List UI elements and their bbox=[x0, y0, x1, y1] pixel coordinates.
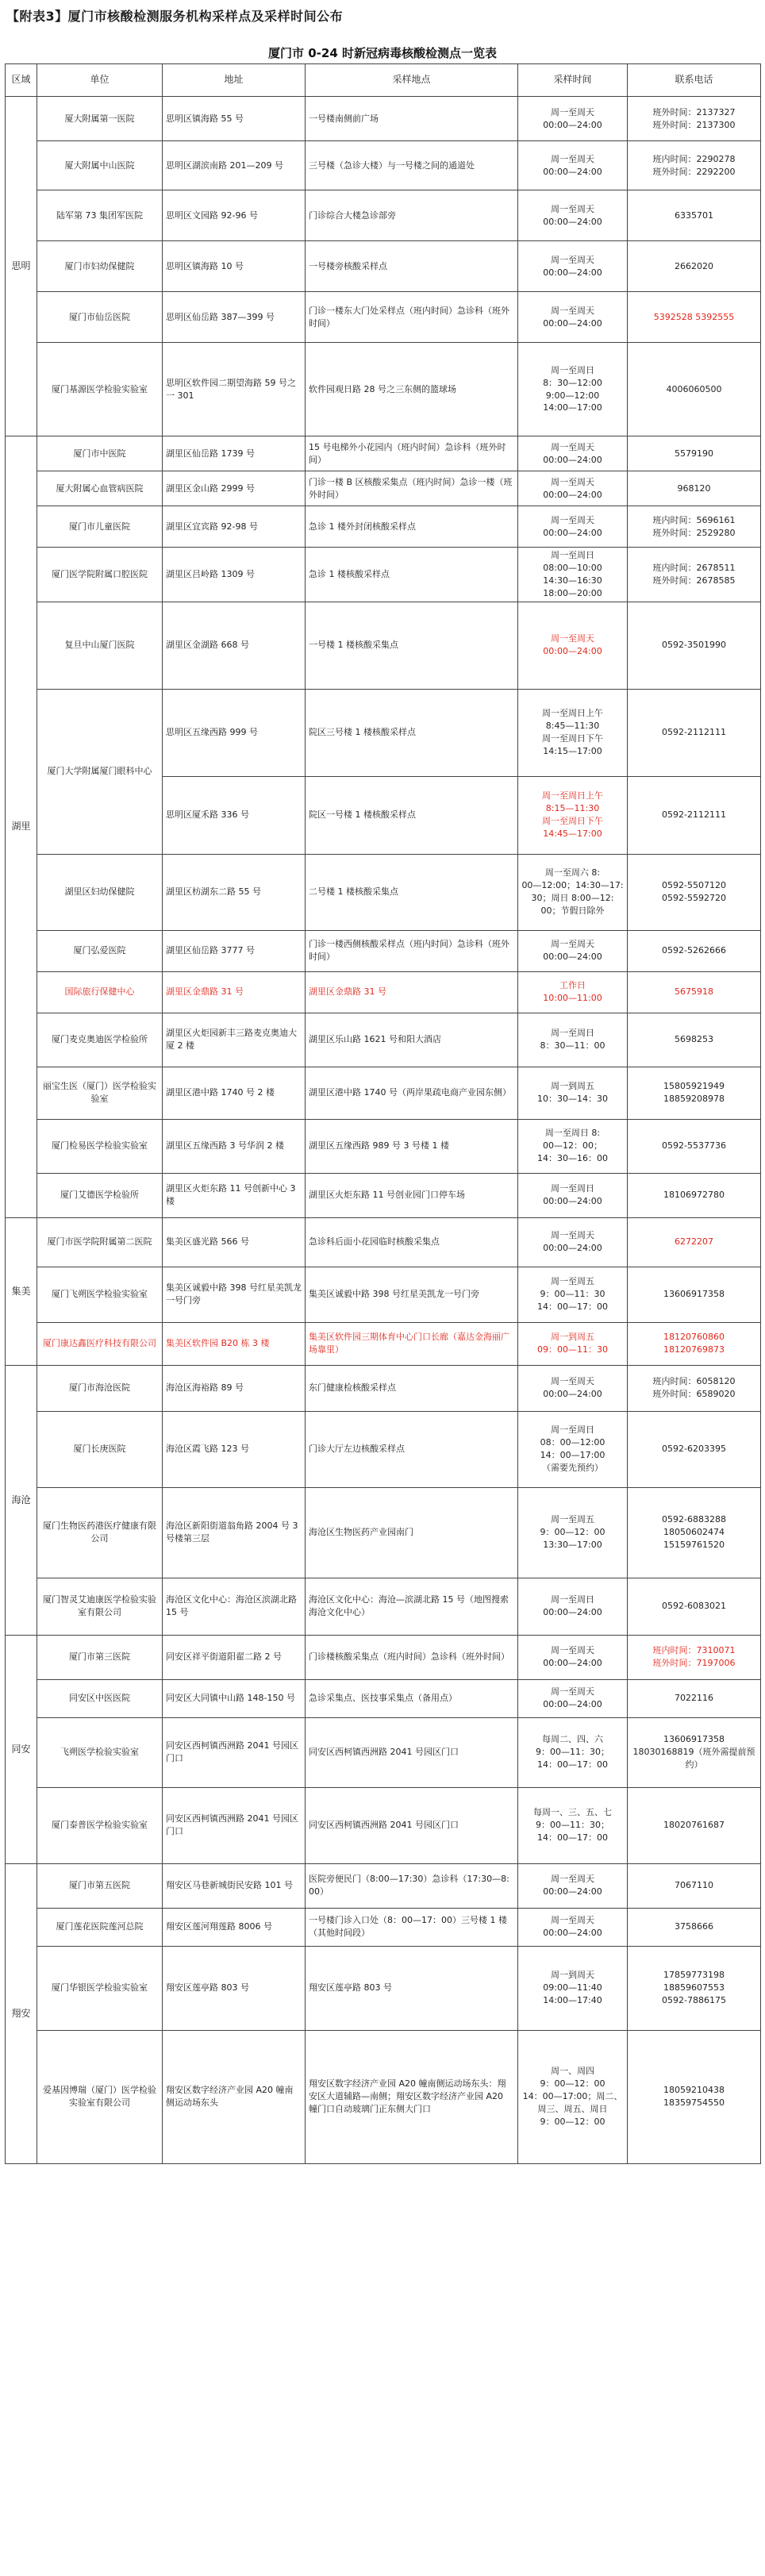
unit-cell: 厦门医学院附属口腔医院 bbox=[37, 548, 163, 602]
unit-cell: 厦门康达鑫医疗科技有限公司 bbox=[37, 1322, 163, 1365]
unit-cell: 厦门智灵艾迪康医学检验实验室有限公司 bbox=[37, 1578, 163, 1635]
unit-cell: 厦门市第三医院 bbox=[37, 1635, 163, 1679]
header-district: 区域 bbox=[6, 64, 37, 97]
table-row bbox=[6, 1365, 761, 1411]
table-row bbox=[6, 930, 761, 971]
unit-cell: 厦门飞朔医学检验实验室 bbox=[37, 1267, 163, 1322]
unit-cell: 厦门检易医学检验实验室 bbox=[37, 1119, 163, 1173]
time-cell: 周一至周日 00:00—24:00 bbox=[518, 1578, 628, 1635]
table-row bbox=[6, 1946, 761, 2030]
site-cell: 同安区西柯镇西洲路 2041 号园区门口 bbox=[306, 1717, 518, 1787]
phone-cell: 4006060500 bbox=[628, 343, 761, 436]
unit-cell: 湖里区妇幼保健院 bbox=[37, 854, 163, 930]
site-cell: 门诊一楼东大门处采样点（班内时间）急诊科（班外时间） bbox=[306, 292, 518, 343]
phone-cell: 5579190 bbox=[628, 436, 761, 471]
time-cell: 周一至周日 8：30—12:00 9:00—12:00 14:00—17:00 bbox=[518, 343, 628, 436]
time-cell: 周一、周四 9：00—12：00 14：00—17:00；周二、 周三、周五、周日 9：00—12：00 bbox=[518, 2030, 628, 2163]
unit-cell: 复旦中山厦门医院 bbox=[37, 602, 163, 689]
unit-cell: 厦门市妇幼保健院 bbox=[37, 241, 163, 292]
address-cell: 思明区湖滨南路 201—209 号 bbox=[163, 141, 306, 190]
site-cell: 海沧区生物医药产业园南门 bbox=[306, 1487, 518, 1578]
district-cell: 湖里 bbox=[6, 436, 37, 1218]
table-row bbox=[6, 1013, 761, 1067]
table-row bbox=[6, 1322, 761, 1365]
phone-cell: 班内时间：2290278 班外时间：2292200 bbox=[628, 141, 761, 190]
header-unit: 单位 bbox=[37, 64, 163, 97]
address-cell: 思明区文园路 92-96 号 bbox=[163, 190, 306, 241]
time-cell: 周一至周天 00:00—24:00 bbox=[518, 506, 628, 548]
time-cell: 周一至周天 00:00—24:00 bbox=[518, 97, 628, 141]
address-cell: 湖里区金鼎路 31 号 bbox=[163, 971, 306, 1013]
phone-cell: 0592-6203395 bbox=[628, 1411, 761, 1487]
site-cell: 集美区软件园三期体育中心门口长廊（嘉达金海丽广场靠里） bbox=[306, 1322, 518, 1365]
unit-cell: 厦门弘爱医院 bbox=[37, 930, 163, 971]
header-phone: 联系电话 bbox=[628, 64, 761, 97]
time-cell: 周一至周天 00:00—24:00 bbox=[518, 1679, 628, 1717]
time-cell: 周一至周天 00:00—24:00 bbox=[518, 292, 628, 343]
table-row bbox=[6, 1267, 761, 1322]
site-cell: 二号楼 1 楼核酸采集点 bbox=[306, 854, 518, 930]
table-body bbox=[6, 97, 761, 2164]
unit-cell: 厦门华银医学检验实验室 bbox=[37, 1946, 163, 2030]
address-cell: 翔安区马巷新城街民安路 101 号 bbox=[163, 1863, 306, 1908]
table-row bbox=[6, 548, 761, 602]
district-cell: 同安 bbox=[6, 1635, 37, 1863]
address-cell: 湖里区仙岳路 3777 号 bbox=[163, 930, 306, 971]
unit-cell: 厦门麦克奥迪医学检验所 bbox=[37, 1013, 163, 1067]
site-cell: 湖里区乐山路 1621 号和阳大酒店 bbox=[306, 1013, 518, 1067]
phone-cell: 5698253 bbox=[628, 1013, 761, 1067]
time-cell: 周一至周天 00:00—24:00 bbox=[518, 436, 628, 471]
site-cell: 门诊大厅左边核酸采样点 bbox=[306, 1411, 518, 1487]
time-cell: 每周一、三、五、七 9：00—11：30； 14：00—17：00 bbox=[518, 1787, 628, 1863]
phone-cell: 0592-3501990 bbox=[628, 602, 761, 689]
site-cell: 三号楼（急诊大楼）与一号楼之间的通道处 bbox=[306, 141, 518, 190]
site-cell: 海沧区文化中心：海沧—滨湖北路 15 号（地图搜索海沧文化中心） bbox=[306, 1578, 518, 1635]
site-cell: 集美区诚毅中路 398 号红星美凯龙一号门旁 bbox=[306, 1267, 518, 1322]
address-cell: 湖里区金湖路 668 号 bbox=[163, 602, 306, 689]
address-cell: 湖里区五缘西路 3 号华润 2 楼 bbox=[163, 1119, 306, 1173]
phone-cell: 0592-5537736 bbox=[628, 1119, 761, 1173]
unit-cell: 爱基因博瑞（厦门）医学检验实验室有限公司 bbox=[37, 2030, 163, 2163]
phone-cell: 7067110 bbox=[628, 1863, 761, 1908]
site-cell: 院区三号楼 1 楼核酸采样点 bbox=[306, 689, 518, 776]
site-cell: 一号楼旁核酸采样点 bbox=[306, 241, 518, 292]
table-row bbox=[6, 1635, 761, 1679]
site-cell: 翔安区数字经济产业园 A20 幢南侧运动场东头：翔安区大道辅路—南侧；翔安区数字经济产业园 A20 幢门口自动玻璃门正东侧大门口 bbox=[306, 2030, 518, 2163]
table-row bbox=[6, 1908, 761, 1946]
site-cell: 一号楼南侧前广场 bbox=[306, 97, 518, 141]
time-cell: 周一至周天 00:00—24:00 bbox=[518, 1217, 628, 1267]
district-cell: 思明 bbox=[6, 97, 37, 436]
address-cell: 湖里区金山路 2999 号 bbox=[163, 471, 306, 506]
table-row bbox=[6, 1717, 761, 1787]
address-cell: 湖里区火炬园新丰三路麦克奥迪大厦 2 楼 bbox=[163, 1013, 306, 1067]
address-cell: 思明区仙岳路 387—399 号 bbox=[163, 292, 306, 343]
phone-cell: 班内时间：7310071 班外时间：7197006 bbox=[628, 1635, 761, 1679]
site-cell: 软件园观日路 28 号之三东侧的篮球场 bbox=[306, 343, 518, 436]
site-cell: 湖里区五缘西路 989 号 3 号楼 1 楼 bbox=[306, 1119, 518, 1173]
document-heading: 【附表3】厦门市核酸检测服务机构采样点及采样时间公布 bbox=[6, 9, 344, 24]
phone-cell: 18059210438 18359754550 bbox=[628, 2030, 761, 2163]
table-row bbox=[6, 1067, 761, 1119]
table-title: 厦门市 0-24 时新冠病毒核酸检测点一览表 bbox=[268, 46, 497, 60]
time-cell: 周一到周五 09：00—11：30 bbox=[518, 1322, 628, 1365]
site-cell: 急诊 1 楼核酸采样点 bbox=[306, 548, 518, 602]
time-cell: 周一至周日 8：30—11：00 bbox=[518, 1013, 628, 1067]
site-cell: 门诊一楼 B 区核酸采集点（班内时间）急诊一楼（班外时间） bbox=[306, 471, 518, 506]
unit-cell: 厦门市海沧医院 bbox=[37, 1365, 163, 1411]
site-cell: 急诊采集点、医技事采集点（备用点） bbox=[306, 1679, 518, 1717]
address-cell: 海沧区文化中心：海沧区滨湖北路 15 号 bbox=[163, 1578, 306, 1635]
address-cell: 湖里区港中路 1740 号 2 楼 bbox=[163, 1067, 306, 1119]
table-row bbox=[6, 854, 761, 930]
table-row bbox=[6, 1487, 761, 1578]
table-row bbox=[6, 1787, 761, 1863]
address-cell: 海沧区新阳街道翁角路 2004 号 3 号楼第三层 bbox=[163, 1487, 306, 1578]
phone-cell: 5392528 5392555 bbox=[628, 292, 761, 343]
time-cell: 周一至周天 00:00—24:00 bbox=[518, 1635, 628, 1679]
time-cell: 周一至周六 8: 00—12:00；14:30—17: 30；周日 8:00—12: 00；节假日除外 bbox=[518, 854, 628, 930]
phone-cell: 18020761687 bbox=[628, 1787, 761, 1863]
table-row bbox=[6, 1578, 761, 1635]
table-row bbox=[6, 241, 761, 292]
table-row bbox=[6, 689, 761, 776]
table-row bbox=[6, 1119, 761, 1173]
unit-cell: 厦门泰普医学检验实验室 bbox=[37, 1787, 163, 1863]
site-cell: 院区一号楼 1 楼核酸采样点 bbox=[306, 776, 518, 854]
unit-cell: 厦门市仙岳医院 bbox=[37, 292, 163, 343]
address-cell: 湖里区吕岭路 1309 号 bbox=[163, 548, 306, 602]
table-row bbox=[6, 971, 761, 1013]
address-cell: 同安区西柯镇西洲路 2041 号园区门口 bbox=[163, 1717, 306, 1787]
address-cell: 思明区软件园二期望海路 59 号之一 301 bbox=[163, 343, 306, 436]
phone-cell: 班外时间：2137327 班外时间：2137300 bbox=[628, 97, 761, 141]
time-cell: 周一至周日 08：00—12:00 14：00—17:00 （需要先预约） bbox=[518, 1411, 628, 1487]
time-cell: 周一至周日 00:00—24:00 bbox=[518, 1173, 628, 1217]
testing-sites-table bbox=[5, 63, 761, 2164]
time-cell: 每周二、四、六 9：00—11：30； 14：00—17：00 bbox=[518, 1717, 628, 1787]
phone-cell: 3758666 bbox=[628, 1908, 761, 1946]
time-cell: 周一至周五 9：00—12：00 13:30—17:00 bbox=[518, 1487, 628, 1578]
table-row bbox=[6, 190, 761, 241]
phone-cell: 968120 bbox=[628, 471, 761, 506]
table-row bbox=[6, 343, 761, 436]
site-cell: 湖里区金鼎路 31 号 bbox=[306, 971, 518, 1013]
time-cell: 周一至周天 00:00—24:00 bbox=[518, 1365, 628, 1411]
unit-cell: 厦门生物医药港医疗健康有限公司 bbox=[37, 1487, 163, 1578]
unit-cell: 厦门市第五医院 bbox=[37, 1863, 163, 1908]
table-header bbox=[6, 64, 761, 97]
address-cell: 湖里区仙岳路 1739 号 bbox=[163, 436, 306, 471]
address-cell: 同安区大同镇中山路 148-150 号 bbox=[163, 1679, 306, 1717]
time-cell: 工作日 10:00—11:00 bbox=[518, 971, 628, 1013]
unit-cell: 厦门市儿童医院 bbox=[37, 506, 163, 548]
table-row bbox=[6, 141, 761, 190]
phone-cell: 15805921949 18859208978 bbox=[628, 1067, 761, 1119]
address-cell: 集美区盛光路 566 号 bbox=[163, 1217, 306, 1267]
phone-cell: 0592-6083021 bbox=[628, 1578, 761, 1635]
phone-cell: 17859773198 18859607553 0592-7886175 bbox=[628, 1946, 761, 2030]
site-cell: 门诊一楼西侧核酸采样点（班内时间）急诊科（班外时间） bbox=[306, 930, 518, 971]
unit-cell: 厦门长庚医院 bbox=[37, 1411, 163, 1487]
time-cell: 周一至周天 00:00—24:00 bbox=[518, 190, 628, 241]
phone-cell: 13606917358 bbox=[628, 1267, 761, 1322]
address-cell: 海沧区霞飞路 123 号 bbox=[163, 1411, 306, 1487]
phone-cell: 0592-2112111 bbox=[628, 689, 761, 776]
time-cell: 周一至周日上午 8:15—11:30 周一至周日下午 14:45—17:00 bbox=[518, 776, 628, 854]
header-site: 采样地点 bbox=[306, 64, 518, 97]
time-cell: 周一至周天 00:00—24:00 bbox=[518, 930, 628, 971]
address-cell: 集美区软件园 B20 栋 3 楼 bbox=[163, 1322, 306, 1365]
unit-cell: 厦大附属心血管病医院 bbox=[37, 471, 163, 506]
address-cell: 思明区镇海路 55 号 bbox=[163, 97, 306, 141]
phone-cell: 18106972780 bbox=[628, 1173, 761, 1217]
site-cell: 15 号电梯外小花园内（班内时间）急诊科（班外时间） bbox=[306, 436, 518, 471]
site-cell: 一号楼 1 楼核酸采集点 bbox=[306, 602, 518, 689]
site-cell: 急诊科后面小花园临时核酸采集点 bbox=[306, 1217, 518, 1267]
table-row bbox=[6, 602, 761, 689]
site-cell: 翔安区莲亭路 803 号 bbox=[306, 1946, 518, 2030]
phone-cell: 18120760860 18120769873 bbox=[628, 1322, 761, 1365]
table-row bbox=[6, 1679, 761, 1717]
time-cell: 周一至周天 00:00—24:00 bbox=[518, 1908, 628, 1946]
site-cell: 湖里区港中路 1740 号（两岸果疏电商产业园东侧） bbox=[306, 1067, 518, 1119]
unit-cell: 厦门大学附属厦门眼科中心 bbox=[37, 689, 163, 854]
unit-cell: 厦门市医学院附属第二医院 bbox=[37, 1217, 163, 1267]
time-cell: 周一至周天 00:00—24:00 bbox=[518, 1863, 628, 1908]
site-cell: 东门健康检核酸采样点 bbox=[306, 1365, 518, 1411]
site-cell: 医院旁便民门（8:00—17:30）急诊科（17:30—8:00） bbox=[306, 1863, 518, 1908]
table-row bbox=[6, 471, 761, 506]
phone-cell: 班内时间：6058120 班外时间：6589020 bbox=[628, 1365, 761, 1411]
table-row bbox=[6, 436, 761, 471]
site-cell: 门诊楼核酸采集点（班内时间）急诊科（班外时间） bbox=[306, 1635, 518, 1679]
phone-cell: 6272207 bbox=[628, 1217, 761, 1267]
site-cell: 湖里区火炬东路 11 号创业园门口停车场 bbox=[306, 1173, 518, 1217]
site-cell: 门诊综合大楼急诊部旁 bbox=[306, 190, 518, 241]
header-address: 地址 bbox=[163, 64, 306, 97]
table-row bbox=[6, 1863, 761, 1908]
phone-cell: 班内时间：5696161 班外时间：2529280 bbox=[628, 506, 761, 548]
time-cell: 周一至周日上午 8:45—11:30 周一至周日下午 14:15—17:00 bbox=[518, 689, 628, 776]
phone-cell: 班内时间：2678511 班外时间：2678585 bbox=[628, 548, 761, 602]
time-cell: 周一到周天 09:00—11:40 14:00—17:40 bbox=[518, 1946, 628, 2030]
time-cell: 周一至周日 8: 00—12：00； 14：30—16：00 bbox=[518, 1119, 628, 1173]
time-cell: 周一至周五 9：00—11：30 14：00—17：00 bbox=[518, 1267, 628, 1322]
unit-cell: 厦大附属中山医院 bbox=[37, 141, 163, 190]
address-cell: 湖里区宜宾路 92-98 号 bbox=[163, 506, 306, 548]
unit-cell: 厦门艾德医学检验所 bbox=[37, 1173, 163, 1217]
unit-cell: 厦门莲花医院莲河总院 bbox=[37, 1908, 163, 1946]
unit-cell: 厦门基源医学检验实验室 bbox=[37, 343, 163, 436]
site-cell: 一号楼门诊入口处（8：00—17：00）三号楼 1 楼（其他时间段） bbox=[306, 1908, 518, 1946]
unit-cell: 丽宝生医（厦门）医学检验实验室 bbox=[37, 1067, 163, 1119]
site-cell: 同安区西柯镇西洲路 2041 号园区门口 bbox=[306, 1787, 518, 1863]
address-cell: 翔安区数字经济产业园 A20 幢南侧运动场东头 bbox=[163, 2030, 306, 2163]
header-row bbox=[6, 64, 761, 97]
address-cell: 湖里区枋湖东二路 55 号 bbox=[163, 854, 306, 930]
header-time: 采样时间 bbox=[518, 64, 628, 97]
address-cell: 同安区西柯镇西洲路 2041 号园区门口 bbox=[163, 1787, 306, 1863]
table-row bbox=[6, 1411, 761, 1487]
district-cell: 翔安 bbox=[6, 1863, 37, 2163]
address-cell: 集美区诚毅中路 398 号红星美凯龙一号门旁 bbox=[163, 1267, 306, 1322]
unit-cell: 厦门市中医院 bbox=[37, 436, 163, 471]
phone-cell: 6335701 bbox=[628, 190, 761, 241]
table-row bbox=[6, 2030, 761, 2163]
phone-cell: 0592-2112111 bbox=[628, 776, 761, 854]
address-cell: 思明区五缘西路 999 号 bbox=[163, 689, 306, 776]
time-cell: 周一到周五 10：30—14：30 bbox=[518, 1067, 628, 1119]
time-cell: 周一至周天 00:00—24:00 bbox=[518, 602, 628, 689]
unit-cell: 国际旅行保健中心 bbox=[37, 971, 163, 1013]
table-row bbox=[6, 1217, 761, 1267]
time-cell: 周一至周天 00:00—24:00 bbox=[518, 471, 628, 506]
table-row bbox=[6, 1173, 761, 1217]
unit-cell: 厦大附属第一医院 bbox=[37, 97, 163, 141]
table-row bbox=[6, 506, 761, 548]
address-cell: 思明区镇海路 10 号 bbox=[163, 241, 306, 292]
address-cell: 翔安区莲亭路 803 号 bbox=[163, 1946, 306, 2030]
unit-cell: 陆军第 73 集团军医院 bbox=[37, 190, 163, 241]
phone-cell: 0592-5262666 bbox=[628, 930, 761, 971]
address-cell: 思明区厦禾路 336 号 bbox=[163, 776, 306, 854]
unit-cell: 同安区中医医院 bbox=[37, 1679, 163, 1717]
unit-cell: 飞朔医学检验实验室 bbox=[37, 1717, 163, 1787]
phone-cell: 0592-5507120 0592-5592720 bbox=[628, 854, 761, 930]
phone-cell: 0592-6883288 18050602474 15159761520 bbox=[628, 1487, 761, 1578]
phone-cell: 2662020 bbox=[628, 241, 761, 292]
district-cell: 集美 bbox=[6, 1217, 37, 1365]
district-cell: 海沧 bbox=[6, 1365, 37, 1635]
phone-cell: 5675918 bbox=[628, 971, 761, 1013]
table-row bbox=[6, 97, 761, 141]
phone-cell: 13606917358 18030168819（班外需提前预约） bbox=[628, 1717, 761, 1787]
address-cell: 湖里区火炬东路 11 号创新中心 3 楼 bbox=[163, 1173, 306, 1217]
time-cell: 周一至周日 08:00—10:00 14:30—16:30 18:00—20:00 bbox=[518, 548, 628, 602]
site-cell: 急诊 1 楼外封闭核酸采样点 bbox=[306, 506, 518, 548]
address-cell: 同安区祥平街道阳翟二路 2 号 bbox=[163, 1635, 306, 1679]
phone-cell: 7022116 bbox=[628, 1679, 761, 1717]
address-cell: 海沧区海裕路 89 号 bbox=[163, 1365, 306, 1411]
time-cell: 周一至周天 00:00—24:00 bbox=[518, 241, 628, 292]
time-cell: 周一至周天 00:00—24:00 bbox=[518, 141, 628, 190]
address-cell: 翔安区莲河翔莲路 8006 号 bbox=[163, 1908, 306, 1946]
table-row bbox=[6, 292, 761, 343]
